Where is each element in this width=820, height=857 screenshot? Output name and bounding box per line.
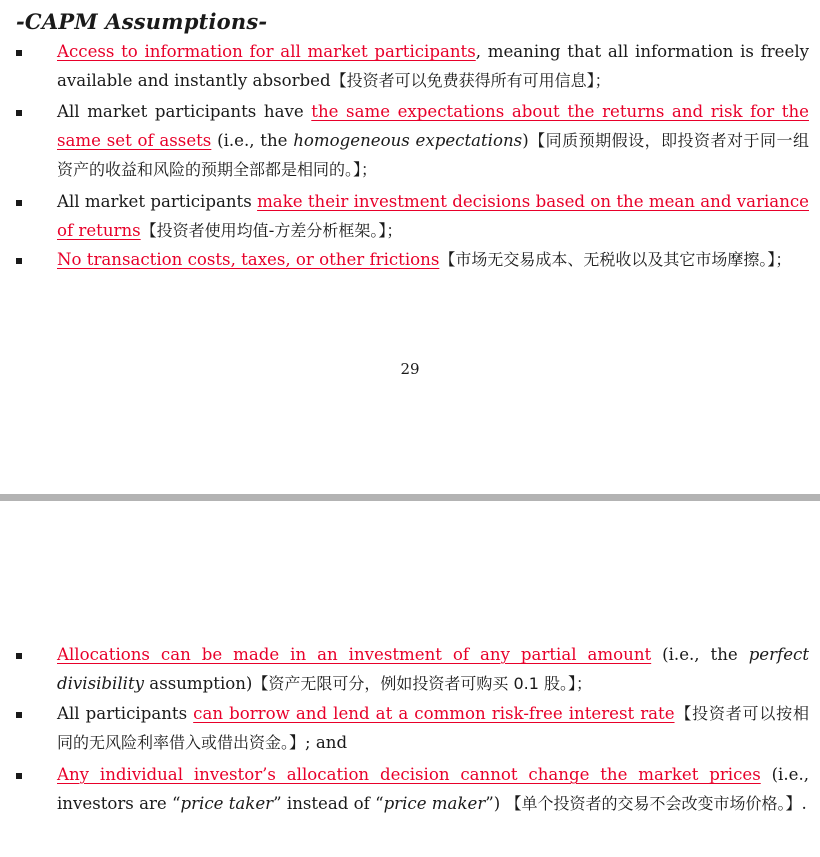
assumption-1-text xyxy=(57,37,809,95)
lead-in: All market participants have xyxy=(57,102,312,121)
chinese-note: 【同质预期假设，即投资者对于同一组资产的收益和风险的预期全部都是相同的。】； xyxy=(57,131,809,179)
assumption-6-text xyxy=(57,699,809,757)
key-phrase: No transaction costs, taxes, or other frictions xyxy=(57,250,440,269)
assumption-4-text xyxy=(57,245,809,274)
assumption-7-text xyxy=(57,760,809,818)
key-phrase: Access to information for all market participants xyxy=(57,42,476,61)
chinese-note: 【投资者可以按相同的无风险利率借入或借出资金。】 xyxy=(57,704,809,752)
explanation: (i.e., the xyxy=(211,131,294,150)
chinese-note: 【单个投资者的交易不会改变市场价格。】 xyxy=(505,794,802,813)
key-phrase: the same expectations about the returns and risk for the same set of assets xyxy=(57,102,809,150)
key-phrase: Allocations can be made in an investment of any partial amount xyxy=(57,645,652,664)
assumption-5-text xyxy=(57,640,809,698)
bullet-icon xyxy=(16,258,22,264)
italic-term: perfect divisibility xyxy=(57,645,809,693)
lead-in: All participants xyxy=(57,704,194,723)
explanation: (i.e., investors are “ xyxy=(57,765,810,813)
explanation-mid: ” instead of “ xyxy=(273,794,384,813)
assumption-3-text xyxy=(57,187,809,245)
key-phrase: can borrow and lend at a common risk-free interest rate xyxy=(193,704,675,723)
page-bottom xyxy=(0,501,820,857)
key-phrase: make their investment decisions based on the mean and variance of returns xyxy=(57,192,809,240)
chinese-note: 【市场无交易成本、无税收以及其它市场摩擦。】； xyxy=(439,250,792,269)
chinese-note: 【资产无限可分，例如投资者可购买 0.1 股。】； xyxy=(252,674,593,693)
explanation-end: ) xyxy=(522,131,529,150)
italic-term-2: price maker xyxy=(383,794,486,813)
bullet-icon xyxy=(16,653,22,659)
bullet-icon xyxy=(16,773,22,779)
chinese-note: 【投资者使用均值-方差分析框架。】； xyxy=(140,221,403,240)
chinese-note: 【投资者可以免费获得所有可用信息】； xyxy=(330,71,611,90)
page-divider xyxy=(0,494,820,501)
explanation: , meaning that all information is freely available and instantly absorbed xyxy=(57,42,809,90)
explanation: (i.e., the xyxy=(651,645,749,664)
key-phrase: Any individual investor’s allocation decision cannot change the market prices xyxy=(57,765,761,784)
page-number: 29 xyxy=(400,360,420,378)
italic-term: price taker xyxy=(180,794,274,813)
bullet-icon xyxy=(16,110,22,116)
slide-title: -CAPM Assumptions- xyxy=(16,9,268,34)
explanation-end: assumption) xyxy=(144,674,253,693)
italic-term: homogeneous expectations xyxy=(293,131,523,150)
explanation-end: ”) xyxy=(485,794,506,813)
bullet-icon xyxy=(16,712,22,718)
bullet-icon xyxy=(16,50,22,56)
lead-in: All market participants xyxy=(57,192,258,211)
final-period: . xyxy=(801,794,807,813)
explanation-end: ; and xyxy=(305,733,348,752)
bullet-icon xyxy=(16,200,22,206)
assumption-2-text xyxy=(57,97,809,184)
